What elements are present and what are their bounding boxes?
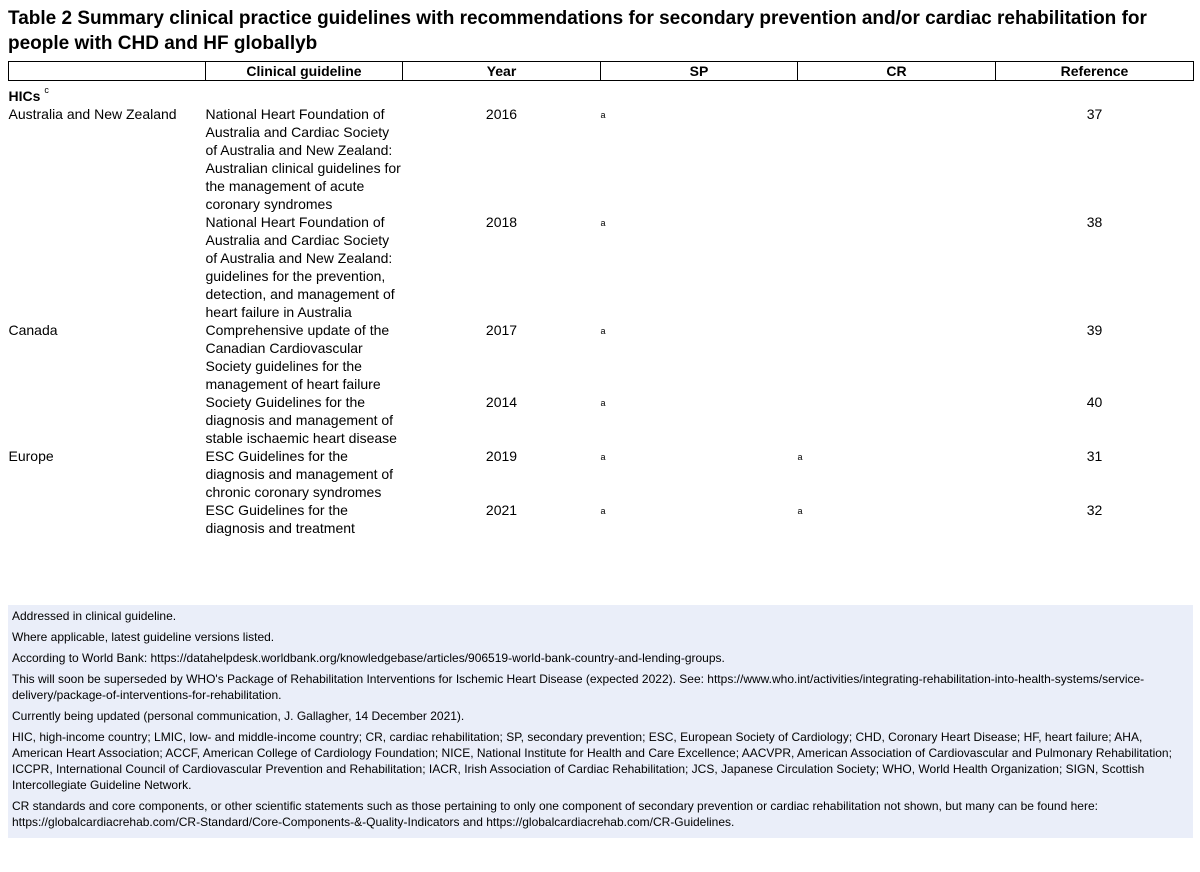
footnote: Currently being updated (personal communication, J. Gallagher, 14 December 2021). xyxy=(12,709,465,723)
column-header-reference: Reference xyxy=(996,62,1194,81)
guidelines-table xyxy=(8,61,1194,537)
cell-guideline: ESC Guidelines for the diagnosis and management of chronic coronary syndromes xyxy=(205,448,394,500)
cell-guideline: National Heart Foundation of Australia and Cardiac Society of Australia and New Zealand: Australian clinical guidelines for the management of acute coronary syndromes xyxy=(205,106,401,212)
cell-year: 2021 xyxy=(485,502,518,518)
cell-cr xyxy=(798,393,996,447)
footnote: Where applicable, latest guideline versions listed. xyxy=(12,630,275,644)
column-header-guideline: Clinical guideline xyxy=(206,62,403,81)
cell-guideline: Society Guidelines for the diagnosis and management of stable ischaemic heart disease xyxy=(205,394,397,446)
group-footnote-marker: c xyxy=(44,85,49,95)
cell-reference: 32 xyxy=(1086,502,1103,518)
table-row xyxy=(9,105,1194,213)
cell-cr xyxy=(798,501,996,537)
cell-reference: 37 xyxy=(1086,106,1103,122)
table-row xyxy=(9,447,1194,501)
cell-country: Australia and New Zealand xyxy=(8,106,177,122)
cell-country: Europe xyxy=(8,448,54,464)
cell-country: Canada xyxy=(8,322,58,338)
cell-reference: 31 xyxy=(1086,448,1103,464)
footnote-abbreviations: HIC, high-income country; LMIC, low- and middle-income country; CR, cardiac rehabilitation; SP, secondary prevention; ESC, European Society of Cardiology; CHD, Coronary Heart Disease; HF, heart failure; AHA, American Heart Association; ACCF, American College of Cardiology Foundation; NICE, National Institute for Health and Care Excellence; AACVPR, American Association of Cardiovascular and Pulmonary Rehabilitation; ICCPR, International Council of Cardiovascular Prevention and Rehabilitation; IACR, Irish Association of Cardiac Rehabilitation; JCS, Japanese Circulation Society; WHO, World Health Organization; SIGN, Scottish Intercollegiate Guideline Network. xyxy=(12,730,1172,792)
cr-marker: a xyxy=(797,452,803,462)
cr-marker: a xyxy=(797,506,803,516)
table-title: Table 2 Summary clinical practice guidelines with recommendations for secondary prevention and/or cardiac rehabilitation for people with CHD and HF globallyb xyxy=(8,8,1147,54)
column-header-cr: CR xyxy=(798,62,996,81)
footnote: According to World Bank: https://datahelpdesk.worldbank.org/knowledgebase/articles/906519-world-bank-country-and-lending-groups. xyxy=(12,651,725,665)
column-header-country xyxy=(9,62,206,81)
cell-cr xyxy=(798,321,996,393)
cell-reference: 38 xyxy=(1086,214,1103,230)
column-header-year: Year xyxy=(403,62,601,81)
group-label xyxy=(9,81,1194,106)
cell-country xyxy=(9,393,206,447)
cell-cr xyxy=(798,447,996,501)
footnote: CR standards and core components, or other scientific statements such as those pertaining to only one component of secondary prevention or cardiac rehabilitation not shown, but many can be found here: https://globalcardiacrehab.com/CR-Standard/Core-Components-&-Quality-Indicators and https://globalcardiacrehab.com/CR-Guidelines. xyxy=(12,799,1098,829)
sp-marker: a xyxy=(600,452,606,462)
cell-sp xyxy=(601,213,798,321)
cell-guideline: Comprehensive update of the Canadian Cardiovascular Society guidelines for the management of heart failure xyxy=(205,322,390,392)
cell-year: 2019 xyxy=(485,448,518,464)
cell-country xyxy=(9,501,206,537)
cell-year: 2017 xyxy=(485,322,518,338)
table-row xyxy=(9,321,1194,393)
cell-reference: 39 xyxy=(1086,322,1103,338)
sp-marker: a xyxy=(600,398,606,408)
footnotes-panel xyxy=(8,605,1193,838)
cell-sp xyxy=(601,105,798,213)
cell-year: 2016 xyxy=(485,106,518,122)
cell-reference: 40 xyxy=(1086,394,1103,410)
table-row xyxy=(9,213,1194,321)
cell-sp xyxy=(601,393,798,447)
cell-year: 2014 xyxy=(485,394,518,410)
sp-marker: a xyxy=(600,110,606,120)
footnote: Addressed in clinical guideline. xyxy=(12,609,177,623)
cell-guideline: National Heart Foundation of Australia and Cardiac Society of Australia and New Zealand: guidelines for the prevention, detection, and management of heart failure in Australia xyxy=(205,214,395,320)
cell-guideline: ESC Guidelines for the diagnosis and treatment xyxy=(205,502,355,536)
sp-marker: a xyxy=(600,326,606,336)
sp-marker: a xyxy=(600,218,606,228)
table-viewport[interactable] xyxy=(8,61,1198,605)
cell-sp xyxy=(601,447,798,501)
table-row xyxy=(9,501,1194,537)
group-row xyxy=(9,81,1194,106)
group-label-text: HICs xyxy=(8,88,41,104)
cell-sp xyxy=(601,321,798,393)
sp-marker: a xyxy=(600,506,606,516)
cell-year: 2018 xyxy=(485,214,518,230)
header-row xyxy=(9,62,1194,81)
footnote: This will soon be superseded by WHO's Package of Rehabilitation Interventions for Ischemic Heart Disease (expected 2022). See: https://www.who.int/activities/integrating-rehabilitation-into-health-systems/service-delivery/package-of-interventions-for-rehabilitation. xyxy=(12,672,1145,702)
cell-country xyxy=(9,213,206,321)
column-header-sp: SP xyxy=(601,62,798,81)
table-row xyxy=(9,393,1194,447)
cell-sp xyxy=(601,501,798,537)
cell-cr xyxy=(798,105,996,213)
cell-cr xyxy=(798,213,996,321)
